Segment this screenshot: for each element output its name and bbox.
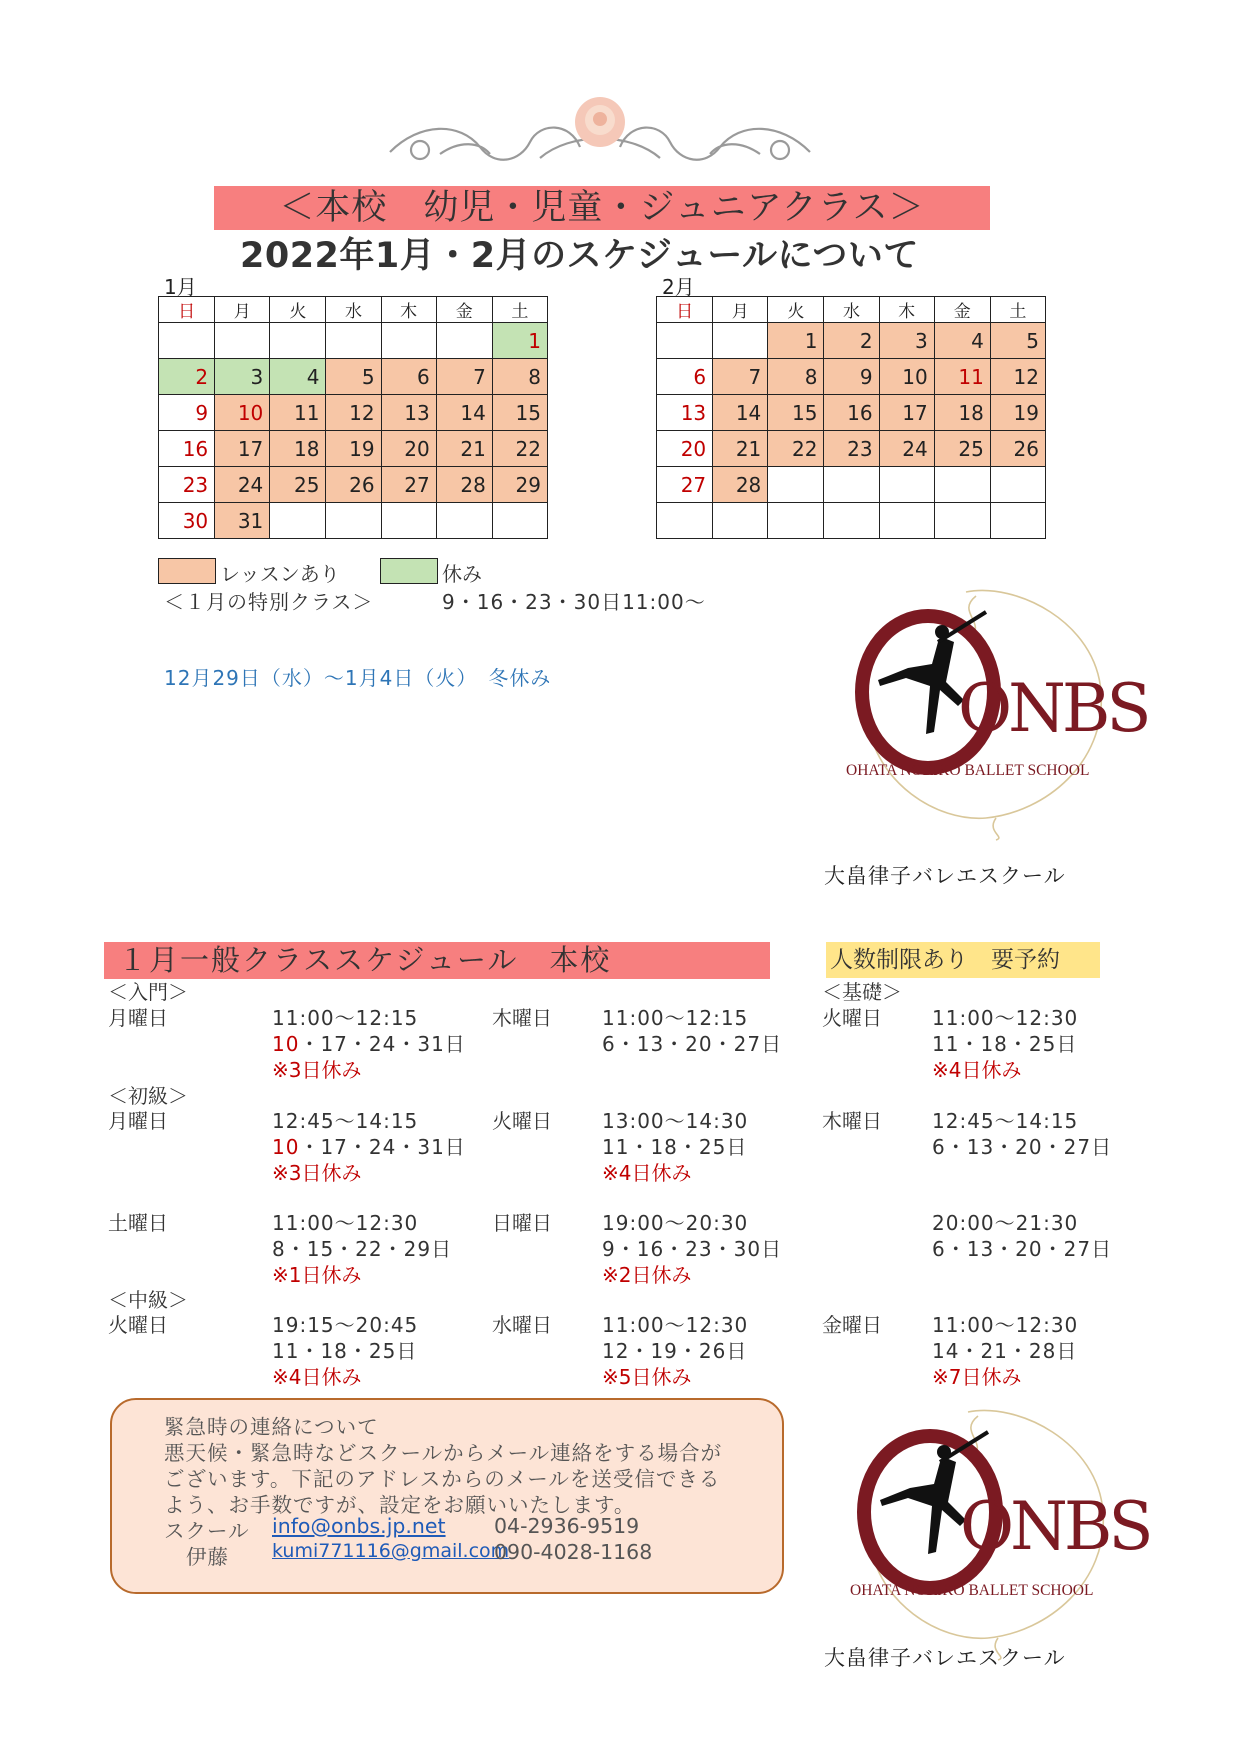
chukyu-tue-dates: 11・18・25日 [272,1339,418,1363]
day-cell-lesson: 17 [215,431,270,467]
contact-school-label: スクール [164,1519,250,1543]
shokyu-sun-day: 日曜日 [492,1211,552,1235]
nyumon-thu-dates: 6・13・20・27日 [602,1032,783,1056]
day-cell-lesson: 14 [713,395,768,431]
day-cell: 9 [159,395,215,431]
day-cell-lesson: 1 [768,323,824,359]
section-kiso: ＜基礎＞ [822,980,902,1004]
kiso-tue-dates: 11・18・25日 [932,1032,1078,1056]
day-cell [824,467,879,503]
day-cell-lesson: 26 [990,431,1045,467]
february-calendar [656,296,1046,539]
day-cell [768,503,824,539]
ito-phone: 090-4028-1168 [494,1540,653,1564]
week-row [657,323,1046,359]
logo-letters: ONBS [958,670,1148,747]
day-cell-lesson: 11 [934,359,990,395]
day-cell [768,467,824,503]
day-cell-lesson: 5 [326,359,381,395]
kiso-thu2-time: 20:00～21:30 [932,1211,1079,1235]
day-cell-lesson: 11 [270,395,326,431]
day-cell [270,503,326,539]
weekday-wed: 水 [824,297,879,323]
week-row [159,503,548,539]
nyumon-mon-dates-rest: ・17・24・31日 [299,1032,466,1056]
chukyu-tue-time: 19:15～20:45 [272,1313,419,1337]
day-cell-lesson: 19 [326,431,381,467]
legend-rest-swatch [380,558,438,584]
day-cell [934,503,990,539]
shokyu-sun-dates: 9・16・23・30日 [602,1237,783,1261]
page-banner: ＜本校 幼児・児童・ジュニアクラス＞ [214,186,990,230]
winter-break-note: 12月29日（水）～1月4日（火） 冬休み [164,666,552,690]
nyumon-mon-off: ※3日休み [272,1058,362,1082]
day-cell-lesson: 23 [824,431,879,467]
day-cell [713,323,768,359]
day-cell-lesson: 25 [934,431,990,467]
day-cell [990,503,1045,539]
school-name-jp: 大畠律子バレエスクール [824,864,1066,888]
day-cell-rest: 4 [270,359,326,395]
nyumon-mon-holiday-date: 10 [272,1032,300,1056]
weekday-sat: 土 [990,297,1045,323]
day-cell [326,323,381,359]
day-cell [326,503,381,539]
chukyu-wed-dates: 12・19・26日 [602,1339,748,1363]
weekday-mon: 月 [713,297,768,323]
day-cell-lesson: 3 [879,323,934,359]
contact-title: 緊急時の連絡について [164,1415,379,1439]
day-cell-lesson: 29 [492,467,547,503]
day-cell-lesson: 21 [436,431,492,467]
kiso-thu-dates: 6・13・20・27日 [932,1135,1113,1159]
day-cell-lesson: 5 [990,323,1045,359]
shokyu-mon-off: ※3日休み [272,1161,362,1185]
day-cell: 13 [657,395,713,431]
kiso-thu2-dates: 6・13・20・27日 [932,1237,1113,1261]
contact-line-3: よう、お手数ですが、設定をお願いいたします。 [164,1493,636,1517]
day-cell [657,503,713,539]
day-cell-lesson: 20 [381,431,436,467]
reservation-note: 人数制限あり 要予約 [826,942,1100,978]
day-cell-lesson: 24 [879,431,934,467]
day-cell-lesson: 8 [492,359,547,395]
weekday-header [657,297,1046,323]
chukyu-tue-off: ※4日休み [272,1365,362,1389]
kiso-thu-time: 12:45～14:15 [932,1109,1079,1133]
day-cell-lesson: 12 [990,359,1045,395]
weekday-sat: 土 [492,297,547,323]
day-cell-lesson: 28 [713,467,768,503]
section-nyumon: ＜入門＞ [108,980,188,1004]
day-cell-lesson: 8 [768,359,824,395]
day-cell-lesson: 18 [270,431,326,467]
logo-school-en: OHATA NORIKO BALLET SCHOOL [850,1582,1094,1599]
chukyu-fri-off: ※7日休み [932,1365,1022,1389]
day-cell [879,467,934,503]
day-cell-lesson: 7 [713,359,768,395]
shokyu-tue-day: 火曜日 [492,1109,552,1133]
contact-line-2: ございます。下記のアドレスからのメールを送受信できる [164,1467,721,1491]
day-cell-lesson: 22 [768,431,824,467]
shokyu-mon-dates [272,1131,466,1160]
day-cell [990,467,1045,503]
chukyu-tue-day: 火曜日 [108,1313,168,1337]
day-cell: 23 [159,467,215,503]
day-cell [934,467,990,503]
legend-lesson-swatch [158,558,216,584]
nyumon-thu-day: 木曜日 [492,1006,552,1030]
day-cell-lesson: 18 [934,395,990,431]
week-row [657,503,1046,539]
week-row [657,395,1046,431]
january-label: 1月 [164,275,197,299]
week-row [159,359,548,395]
week-row [657,359,1046,395]
shokyu-tue-time: 13:00～14:30 [602,1109,749,1133]
day-cell-lesson: 14 [436,395,492,431]
kiso-tue-off: ※4日休み [932,1058,1022,1082]
week-row [159,431,548,467]
shokyu-mon-time: 12:45～14:15 [272,1109,419,1133]
shokyu-sat-dates: 8・15・22・29日 [272,1237,453,1261]
chukyu-wed-time: 11:00～12:30 [602,1313,749,1337]
day-cell-lesson: 13 [381,395,436,431]
nyumon-mon-day: 月曜日 [108,1006,168,1030]
day-cell-lesson: 9 [824,359,879,395]
weekday-mon: 月 [215,297,270,323]
shokyu-mon-dates-rest: ・17・24・31日 [299,1135,466,1159]
ito-email-link[interactable]: kumi771116@gmail.com [272,1540,510,1562]
chukyu-fri-time: 11:00～12:30 [932,1313,1079,1337]
weekday-thu: 木 [879,297,934,323]
day-cell-lesson: 12 [326,395,381,431]
day-cell [381,503,436,539]
section-chukyu: ＜中級＞ [108,1288,188,1312]
weekday-tue: 火 [270,297,326,323]
shokyu-sat-day: 土曜日 [108,1211,168,1235]
school-email-link[interactable]: info@onbs.jp.net [272,1514,446,1538]
day-cell [713,503,768,539]
week-row [159,323,548,359]
february-label: 2月 [662,275,695,299]
day-cell-lesson: 27 [381,467,436,503]
day-cell-lesson: 31 [215,503,270,539]
special-class-value: 9・16・23・30日11:00～ [442,590,706,614]
school-phone: 04-2936-9519 [494,1514,640,1538]
weekday-header [159,297,548,323]
day-cell-rest: 3 [215,359,270,395]
contact-line-1: 悪天候・緊急時などスクールからメール連絡をする場合が [164,1441,723,1465]
general-schedule-banner: １月一般クラススケジュール 本校 [104,942,770,979]
day-cell: 30 [159,503,215,539]
nyumon-mon-time: 11:00～12:15 [272,1006,419,1030]
week-row [159,467,548,503]
day-cell-lesson: 15 [492,395,547,431]
day-cell [657,323,713,359]
day-cell [436,323,492,359]
day-cell-lesson: 22 [492,431,547,467]
day-cell-lesson: 24 [215,467,270,503]
kiso-tue-time: 11:00～12:30 [932,1006,1079,1030]
shokyu-tue-dates: 11・18・25日 [602,1135,748,1159]
weekday-wed: 水 [326,297,381,323]
logo-letters: ONBS [960,1488,1150,1565]
weekday-sun: 日 [159,297,215,323]
day-cell [159,323,215,359]
january-calendar [158,296,548,539]
day-cell-lesson: 10 [215,395,270,431]
day-cell-lesson: 17 [879,395,934,431]
special-class-label: ＜１月の特別クラス＞ [164,590,374,614]
day-cell-rest: 1 [492,323,547,359]
weekday-fri: 金 [934,297,990,323]
shokyu-sun-time: 19:00～20:30 [602,1211,749,1235]
chukyu-fri-day: 金曜日 [822,1313,882,1337]
week-row [657,431,1046,467]
day-cell-lesson: 2 [824,323,879,359]
day-cell-lesson: 15 [768,395,824,431]
shokyu-mon-day: 月曜日 [108,1109,168,1133]
logo-school-en: OHATA NORIKO BALLET SCHOOL [846,762,1090,779]
nyumon-thu-time: 11:00～12:15 [602,1006,749,1030]
day-cell [270,323,326,359]
day-cell-lesson: 6 [381,359,436,395]
day-cell [436,503,492,539]
shokyu-sun-off: ※2日休み [602,1263,692,1287]
kiso-tue-day: 火曜日 [822,1006,882,1030]
day-cell: 27 [657,467,713,503]
day-cell-lesson: 4 [934,323,990,359]
day-cell [215,323,270,359]
day-cell-rest: 2 [159,359,215,395]
weekday-sun: 日 [657,297,713,323]
day-cell: 6 [657,359,713,395]
day-cell-lesson: 25 [270,467,326,503]
day-cell-lesson: 16 [824,395,879,431]
day-cell-lesson: 28 [436,467,492,503]
weekday-tue: 火 [768,297,824,323]
day-cell-lesson: 26 [326,467,381,503]
kiso-thu-day: 木曜日 [822,1109,882,1133]
day-cell: 16 [159,431,215,467]
contact-ito-label: 伊藤 [186,1545,229,1569]
shokyu-sat-time: 11:00～12:30 [272,1211,419,1235]
day-cell [381,323,436,359]
day-cell-lesson: 7 [436,359,492,395]
day-cell [492,503,547,539]
day-cell [879,503,934,539]
day-cell [824,503,879,539]
week-row [159,395,548,431]
legend-lesson-label: レッスンあり [220,562,340,586]
day-cell: 20 [657,431,713,467]
nyumon-mon-dates [272,1028,466,1057]
weekday-thu: 木 [381,297,436,323]
day-cell-lesson: 10 [879,359,934,395]
school-name-jp: 大畠律子バレエスクール [824,1646,1066,1670]
section-shokyu: ＜初級＞ [108,1084,188,1108]
weekday-fri: 金 [436,297,492,323]
legend-rest-label: 休み [442,562,482,586]
shokyu-mon-holiday-date: 10 [272,1135,300,1159]
week-row [657,467,1046,503]
ornament-rose-icon [380,92,820,182]
shokyu-tue-off: ※4日休み [602,1161,692,1185]
shokyu-sat-off: ※1日休み [272,1263,362,1287]
chukyu-wed-day: 水曜日 [492,1313,552,1337]
chukyu-fri-dates: 14・21・28日 [932,1339,1078,1363]
chukyu-wed-off: ※5日休み [602,1365,692,1389]
day-cell-lesson: 19 [990,395,1045,431]
day-cell-lesson: 21 [713,431,768,467]
page-title: 2022年1月・2月のスケジュールについて [240,236,919,276]
